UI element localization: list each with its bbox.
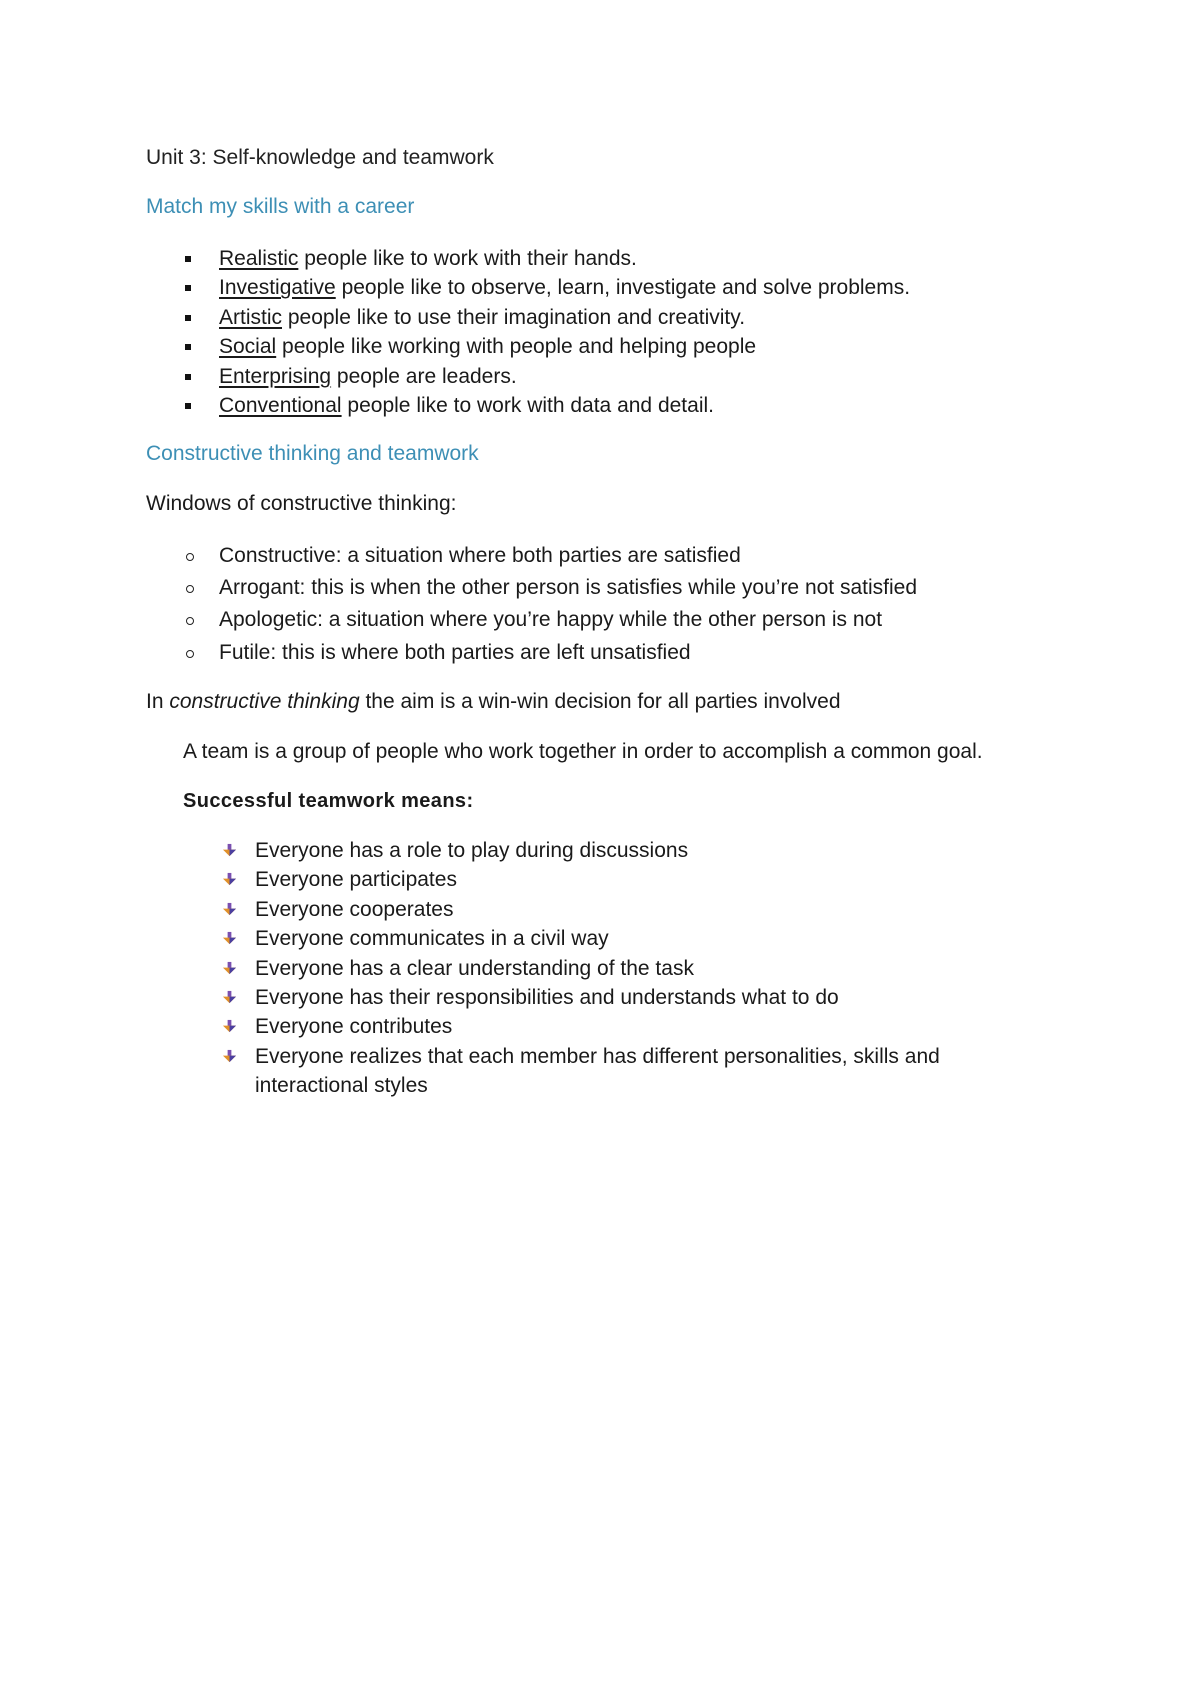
aim-prefix: In [146, 690, 170, 713]
aim-suffix: the aim is a win-win decision for all parties involved [359, 690, 841, 713]
page-title: Unit 3: Self-knowledge and teamwork [146, 146, 494, 169]
list-item [0, 895, 1015, 924]
teamwork-point: Everyone has their responsibilities and understands what to do [255, 986, 839, 1010]
skill-term: Artistic [219, 305, 282, 329]
section-heading-constructive: Constructive thinking and teamwork [146, 442, 479, 465]
arrow-bullet-icon [222, 990, 237, 1005]
arrow-bullet-icon [222, 872, 237, 887]
teamwork-point: Everyone participates [255, 868, 457, 892]
skill-description: people like to use their imagination and creativity. [282, 305, 746, 329]
aim-emphasis: constructive thinking [169, 690, 360, 713]
list-item [0, 1012, 1015, 1041]
teamwork-point: Everyone realizes that each member has different personalities, skills and interactional styles [255, 1044, 940, 1098]
windows-list [0, 540, 917, 669]
circle-bullet-icon [186, 553, 194, 561]
list-item [0, 273, 910, 302]
teamwork-list [0, 836, 1015, 1101]
skill-description: people like to work with data and detail. [341, 393, 714, 417]
skill-description: people like to observe, learn, investigate and solve problems. [335, 276, 911, 300]
window-text: Futile: this is where both parties are left unsatisfied [219, 640, 691, 664]
list-item [0, 362, 910, 391]
team-definition: A team is a group of people who work together in order to accomplish a common goal. [183, 740, 983, 763]
list-item [0, 572, 917, 604]
circle-bullet-icon [186, 585, 194, 593]
skill-term: Realistic [219, 247, 299, 270]
square-bullet-icon [185, 256, 191, 262]
skill-term: Social [219, 335, 277, 359]
teamwork-point: Everyone cooperates [255, 897, 454, 921]
list-item [0, 836, 1015, 865]
list-item [0, 637, 917, 669]
list-item [0, 924, 1015, 953]
teamwork-point: Everyone has a role to play during discussions [255, 839, 689, 862]
arrow-bullet-icon [222, 902, 237, 917]
list-item [0, 244, 910, 273]
arrow-bullet-icon [222, 931, 237, 946]
list-item [0, 391, 910, 420]
square-bullet-icon [185, 285, 191, 291]
list-item [0, 604, 917, 636]
arrow-bullet-icon [222, 961, 237, 976]
skill-description: people like working with people and helping people [276, 335, 757, 359]
skill-description: people are leaders. [331, 364, 517, 388]
list-item [0, 954, 1015, 983]
skill-term: Investigative [219, 276, 336, 300]
list-item [0, 540, 917, 572]
success-title: Successful teamwork means: [183, 790, 474, 812]
square-bullet-icon [185, 344, 191, 350]
square-bullet-icon [185, 374, 191, 380]
skill-description: people like to work with their hands. [298, 247, 637, 270]
teamwork-point: Everyone communicates in a civil way [255, 927, 609, 951]
window-text: Apologetic: a situation where you’re happy while the other person is not [219, 608, 883, 632]
list-item [0, 332, 910, 361]
aim-sentence [146, 690, 841, 714]
skills-list [0, 244, 910, 420]
section-heading-skills: Match my skills with a career [146, 195, 415, 218]
circle-bullet-icon [186, 617, 194, 625]
teamwork-point: Everyone contributes [255, 1015, 453, 1039]
list-item [0, 983, 1015, 1012]
circle-bullet-icon [186, 650, 194, 658]
windows-label: Windows of constructive thinking: [146, 492, 457, 515]
window-text: Constructive: a situation where both parties are satisfied [219, 544, 741, 567]
list-item [0, 865, 1015, 894]
list-item [0, 303, 910, 332]
square-bullet-icon [185, 315, 191, 321]
skill-term: Conventional [219, 393, 342, 417]
arrow-bullet-icon [222, 1049, 237, 1064]
square-bullet-icon [185, 403, 191, 409]
teamwork-point: Everyone has a clear understanding of the task [255, 956, 694, 980]
list-item [0, 1042, 1015, 1101]
skill-term: Enterprising [219, 364, 332, 388]
arrow-bullet-icon [222, 1019, 237, 1034]
window-text: Arrogant: this is when the other person is satisfies while you’re not satisfied [219, 576, 918, 600]
arrow-bullet-icon [222, 843, 237, 858]
